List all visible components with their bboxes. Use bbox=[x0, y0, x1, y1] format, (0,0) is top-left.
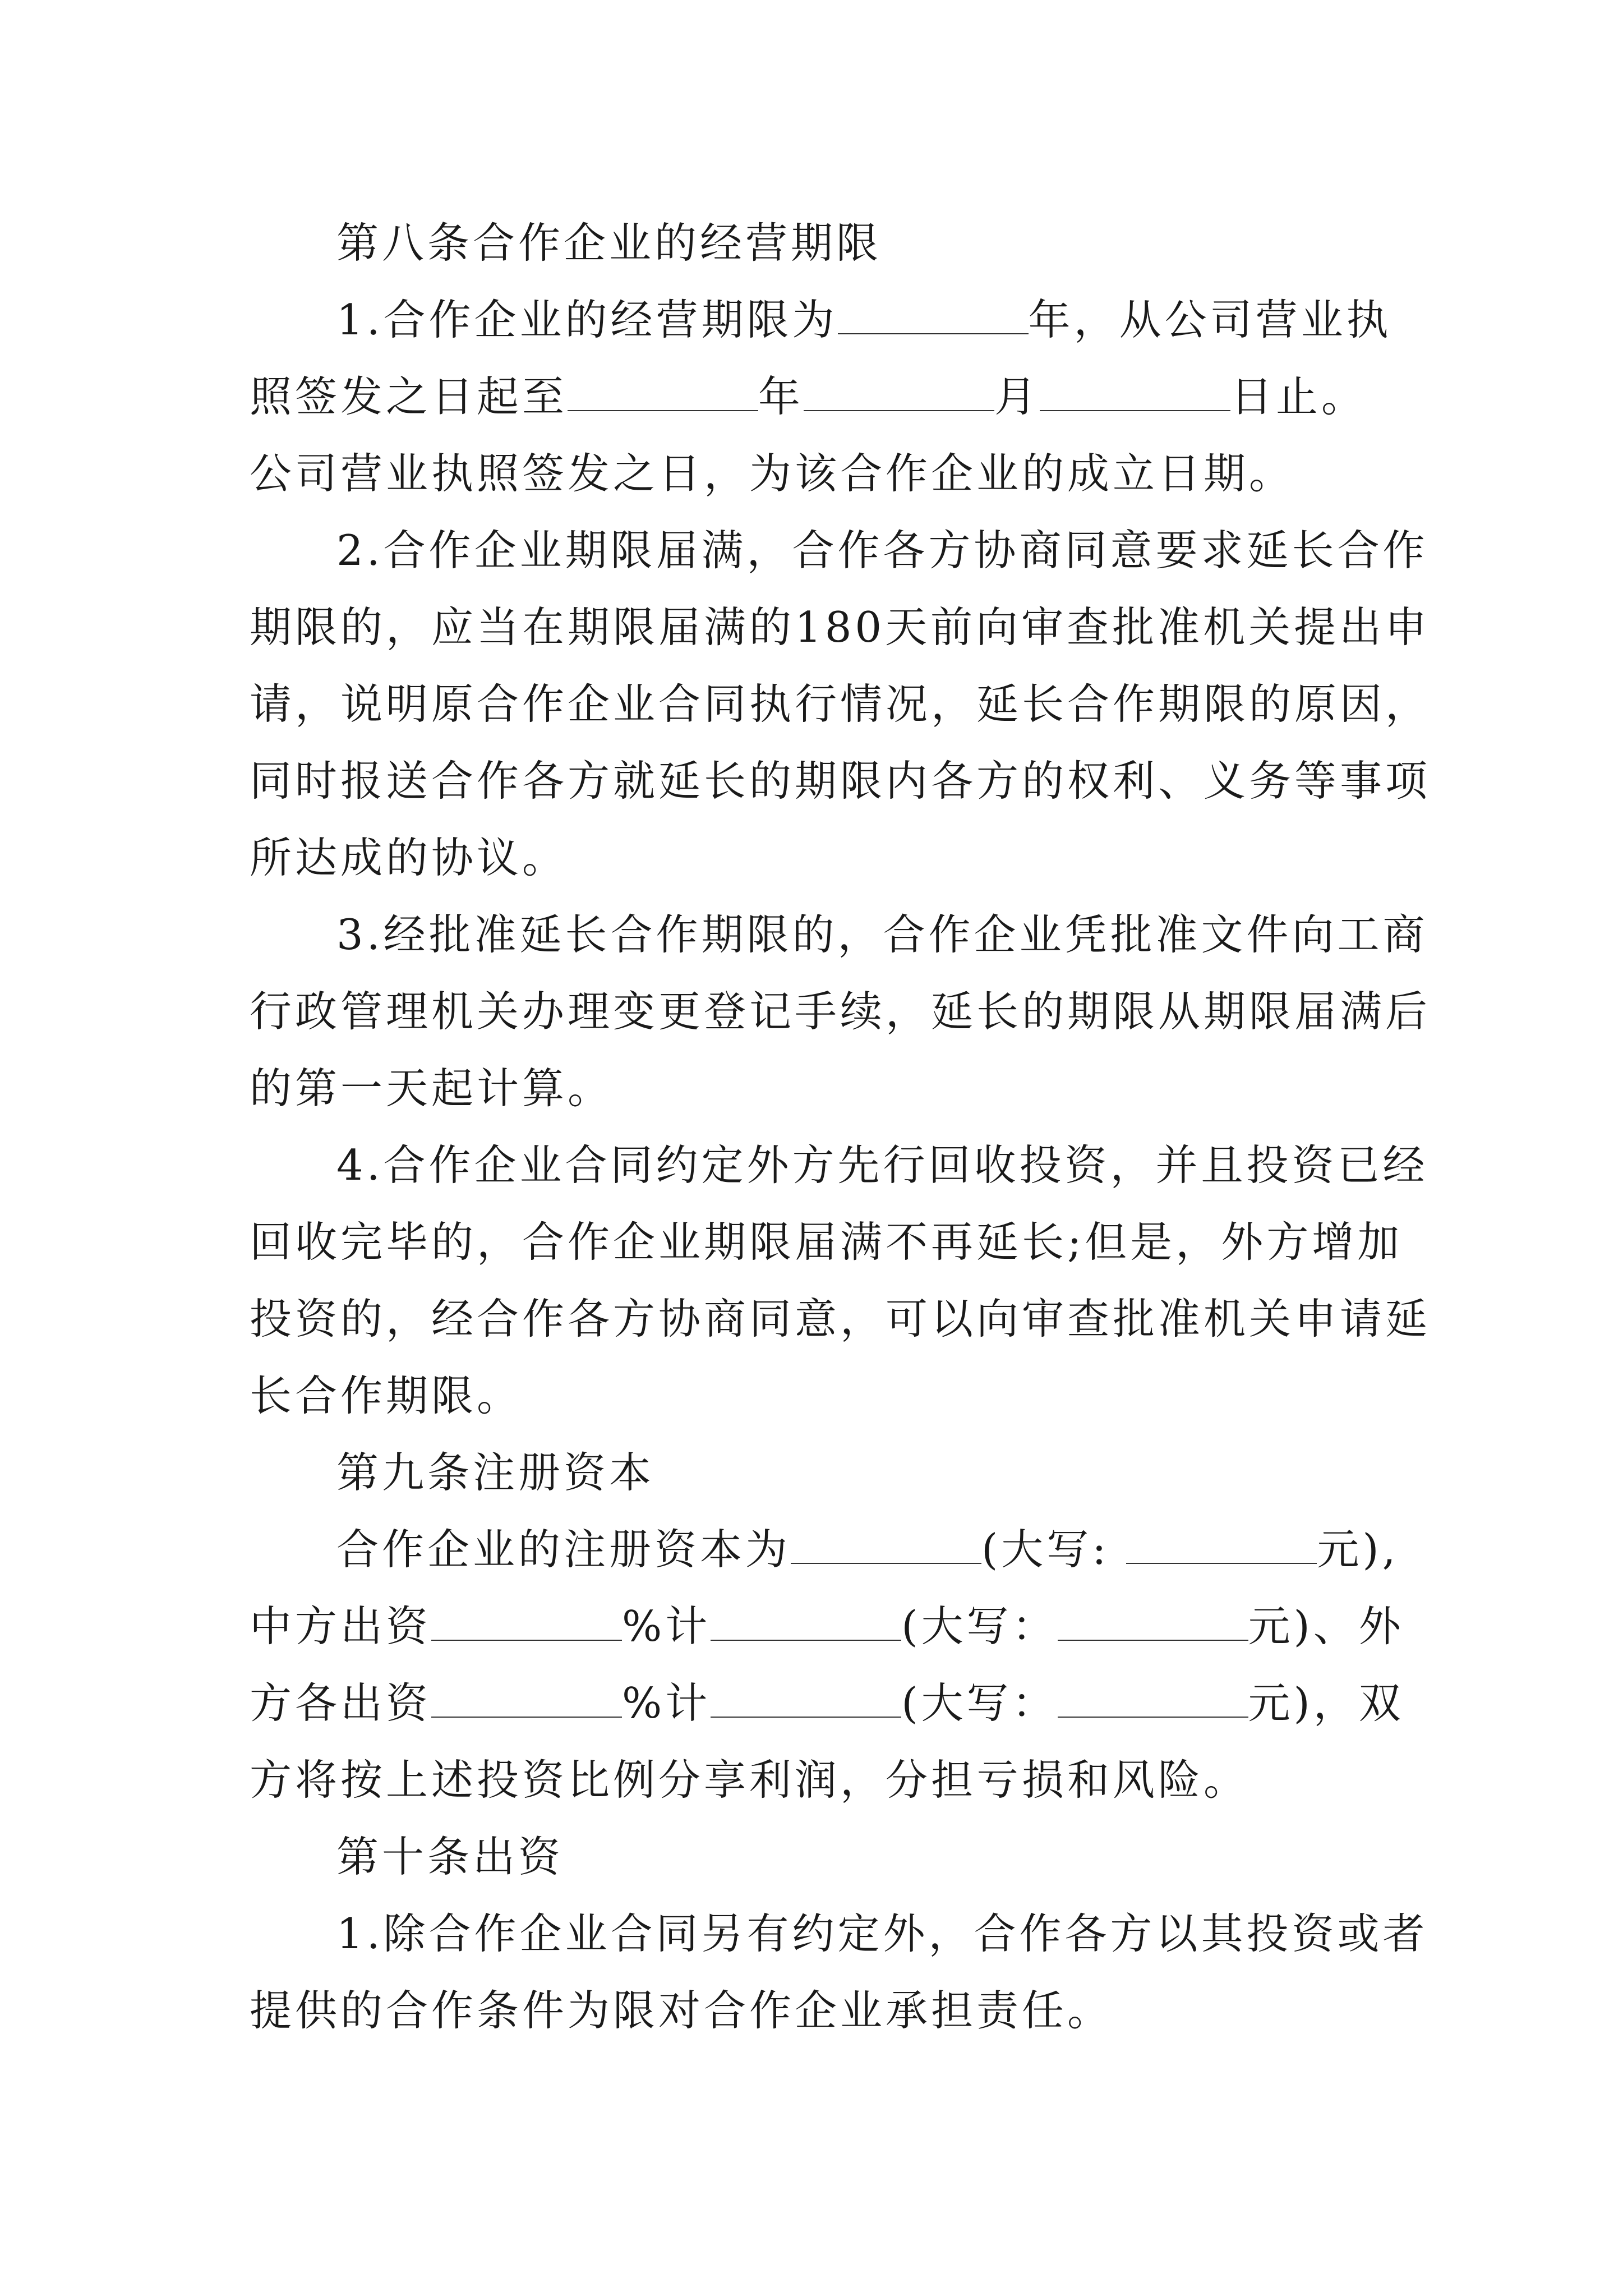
article-8-clause-2-line-2: 期限的，应当在期限届满的180天前向审查批准机关提出申 bbox=[250, 602, 1431, 652]
article-8-clause-3-line-3: 的第一天起计算。 bbox=[250, 1064, 614, 1113]
article-8-clause-4-line-3: 投资的，经合作各方协商同意，可以向审查批准机关申请延 bbox=[250, 1294, 1431, 1343]
article-8-clause-4-line-2: 回收完毕的，合作企业期限届满不再延长;但是，外方增加 bbox=[250, 1217, 1403, 1267]
article-8-clause-2-line-4: 同时报送合作各方就延长的期限内各方的权利、义务等事项 bbox=[250, 756, 1431, 806]
article-10-clause-1-line-2: 提供的合作条件为限对合作企业承担责任。 bbox=[250, 1986, 1113, 2035]
article-9-line-3 bbox=[250, 1665, 1438, 1742]
fill-blank-term-years[interactable] bbox=[838, 298, 1029, 334]
fill-blank-end-day[interactable] bbox=[1040, 375, 1230, 411]
fill-blank-chinese-amount-words[interactable] bbox=[1058, 1605, 1248, 1641]
article-10-clause-1-line-1: 1.除合作企业合同另有约定外，合作各方以其投资或者 bbox=[336, 1909, 1428, 1958]
article-8-clause-2-line-1: 2.合作企业期限届满，合作各方协商同意要求延长合作 bbox=[336, 526, 1428, 575]
article-8-clause-2-line-5: 所达成的协议。 bbox=[250, 833, 568, 882]
article-9-line-2 bbox=[250, 1588, 1438, 1665]
text-segment: 月 bbox=[994, 372, 1040, 421]
article-8-clause-3-line-1: 3.经批准延长合作期限的，合作企业凭批准文件向工商 bbox=[336, 910, 1428, 959]
fill-blank-end-month[interactable] bbox=[804, 375, 994, 411]
text-segment: %计 bbox=[622, 1678, 711, 1728]
article-9-line-4: 方将按上述投资比例分享利润，分担亏损和风险。 bbox=[250, 1755, 1249, 1805]
fill-blank-end-year[interactable] bbox=[568, 375, 758, 411]
text-segment: %计 bbox=[622, 1602, 711, 1651]
fill-blank-foreign-contribution[interactable] bbox=[431, 1682, 622, 1718]
text-segment: 元)，双 bbox=[1248, 1678, 1404, 1728]
text-segment: 1.合作企业的经营期限为 bbox=[336, 295, 838, 344]
text-segment: 日止。 bbox=[1230, 372, 1367, 421]
article-8-clause-4-line-4: 长合作期限。 bbox=[250, 1371, 523, 1420]
article-8-clause-4-line-1: 4.合作企业合同约定外方先行回收投资，并且投资已经 bbox=[336, 1140, 1428, 1190]
text-segment: 方各出资 bbox=[250, 1678, 432, 1728]
article-8-clause-1-line-1 bbox=[250, 282, 1438, 358]
article-8-heading: 第八条合作企业的经营期限 bbox=[336, 218, 882, 268]
article-8-clause-1-line-2 bbox=[250, 358, 1438, 435]
article-8-clause-3-line-2: 行政管理机关办理变更登记手续，延长的期限从期限届满后 bbox=[250, 987, 1431, 1036]
article-8-clause-1-line-3: 公司营业执照签发之日，为该合作企业的成立日期。 bbox=[250, 449, 1295, 498]
text-segment: (大写: bbox=[981, 1525, 1110, 1574]
fill-blank-chinese-amount[interactable] bbox=[711, 1605, 901, 1641]
text-segment: (大写： bbox=[901, 1678, 1058, 1728]
article-8-clause-2-line-3: 请，说明原合作企业合同执行情况，延长合作期限的原因， bbox=[250, 679, 1431, 729]
text-segment: 元)、外 bbox=[1248, 1602, 1404, 1651]
text-segment: 年，从公司营业执 bbox=[1028, 295, 1392, 344]
fill-blank-chinese-contribution[interactable] bbox=[431, 1605, 622, 1641]
text-segment: 中方出资 bbox=[250, 1602, 432, 1651]
fill-blank-foreign-amount-words[interactable] bbox=[1058, 1682, 1248, 1718]
text-segment: 合作企业的注册资本为 bbox=[336, 1525, 791, 1574]
text-segment: (大写： bbox=[901, 1602, 1058, 1651]
article-9-line-1 bbox=[250, 1511, 1438, 1588]
text-segment: 年 bbox=[758, 372, 804, 421]
fill-blank-registered-capital-words[interactable] bbox=[1126, 1528, 1317, 1564]
fill-blank-foreign-amount[interactable] bbox=[711, 1682, 901, 1718]
document-body bbox=[250, 205, 1438, 2049]
fill-blank-registered-capital[interactable] bbox=[791, 1528, 981, 1564]
text-segment: 照签发之日起至 bbox=[250, 372, 568, 421]
article-10-heading: 第十条出资 bbox=[336, 1832, 564, 1881]
article-9-heading: 第九条注册资本 bbox=[336, 1448, 655, 1497]
text-segment: 元), bbox=[1317, 1525, 1399, 1574]
